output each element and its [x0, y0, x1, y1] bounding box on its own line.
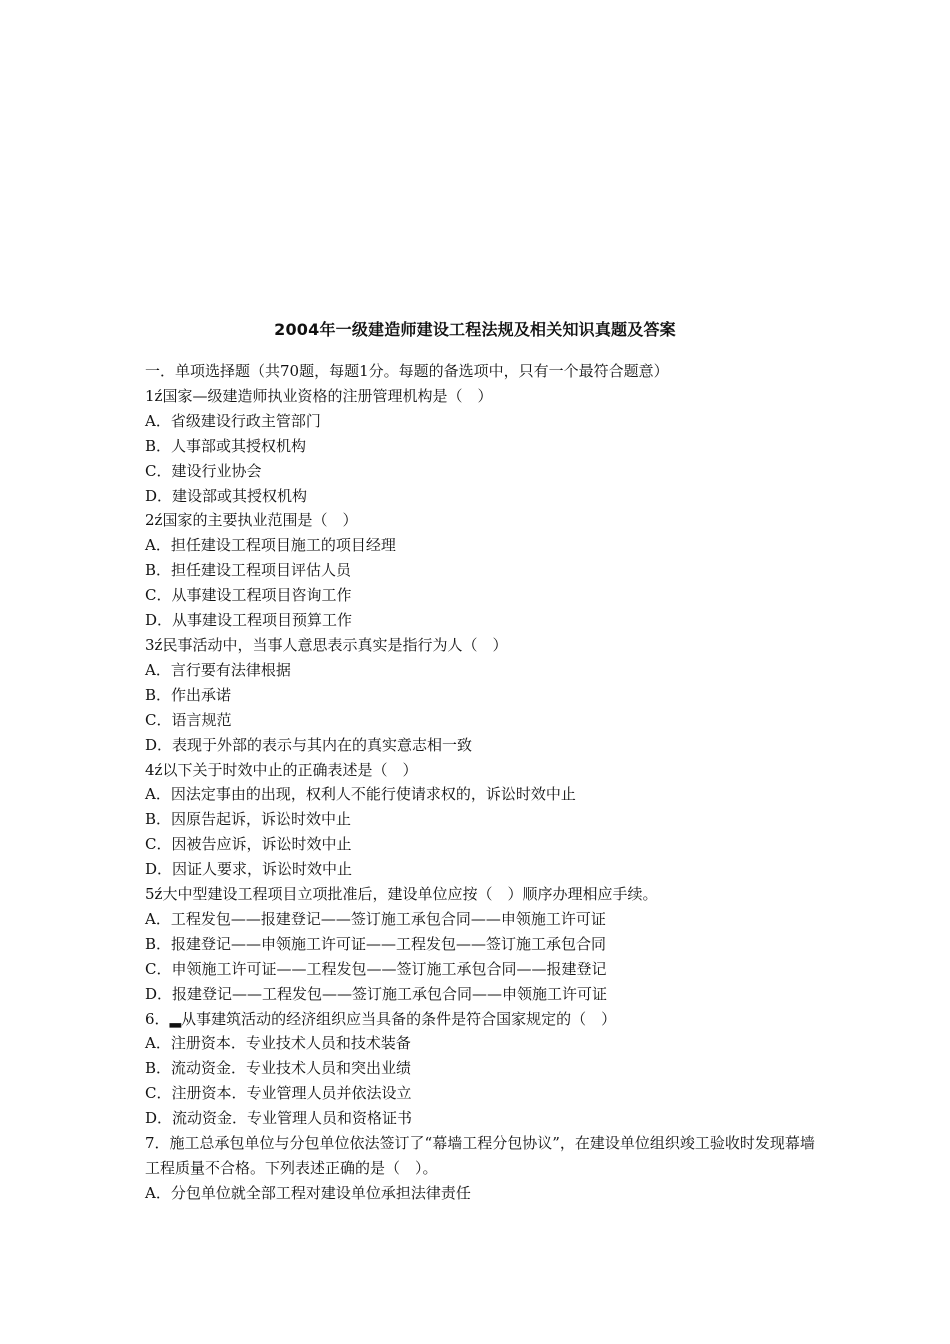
option-a: A．分包单位就全部工程对建设单位承担法律责任 [145, 1183, 471, 1202]
option-a: A．言行要有法律根据 [145, 660, 291, 679]
option-b: B．报建登记——申领施工许可证——工程发包——签订施工承包合同 [145, 934, 607, 953]
option-d: D．从事建设工程项目预算工作 [145, 611, 353, 630]
question-stem: 7．施工总承包单位与分包单位依法签订了“幕墙工程分包协议”，在建设单位组织竣工验收时发现幕墙工程质量不合格。下列表述正确的是（ ）。 [145, 1134, 815, 1177]
option-b: B．人事部或其授权机构 [145, 436, 307, 455]
option-c: C．申领施工许可证——工程发包——签订施工承包合同——报建登记 [145, 959, 607, 978]
option-d: D．流动资金．专业管理人员和资格证书 [145, 1109, 413, 1128]
question-2 [145, 508, 825, 633]
option-a: A．担任建设工程项目施工的项目经理 [145, 536, 396, 555]
question-stem: 3ź民事活动中，当事人意思表示真实是指行为人（ ） [145, 635, 508, 654]
option-d: D．表现于外部的表示与其内在的真实意志相一致 [145, 735, 473, 754]
option-d: D．报建登记——工程发包——签订施工承包合同——申领施工许可证 [145, 984, 608, 1003]
option-c: C．从事建设工程项目咨询工作 [145, 586, 352, 605]
question-6 [145, 1007, 825, 1132]
question-3 [145, 633, 825, 758]
option-c: C．因被告应诉，诉讼时效中止 [145, 835, 352, 854]
option-a: A．注册资本．专业技术人员和技术装备 [145, 1034, 411, 1053]
question-stem: 2ź国家的主要执业范围是（ ） [145, 511, 358, 530]
option-c: C．建设行业协会 [145, 461, 262, 480]
question-5 [145, 882, 825, 1007]
option-c: C．注册资本．专业管理人员并依法设立 [145, 1084, 412, 1103]
document-title: 2004年一级建造师建设工程法规及相关知识真题及答案 [274, 320, 676, 339]
question-stem: 1ź国家—级建造师执业资格的注册管理机构是（ ） [145, 386, 493, 405]
question-1 [145, 384, 825, 509]
option-a: A．省级建设行政主管部门 [145, 411, 321, 430]
question-stem: 5ź大中型建设工程项目立项批准后，建设单位应按（ ）顺序办理相应手续。 [145, 885, 658, 904]
option-a: A．工程发包——报建登记——签订施工承包合同——申领施工许可证 [145, 909, 606, 928]
option-d: D．建设部或其授权机构 [145, 486, 308, 505]
question-stem: 4ź以下关于时效中止的正确表述是（ ） [145, 760, 418, 779]
option-b: B．流动资金．专业技术人员和突出业绩 [145, 1059, 412, 1078]
option-b: B．因原告起诉，诉讼时效中止 [145, 810, 352, 829]
section-heading: 一．单项选择题（共70题，每题1分。每题的备选项中，只有一个最符合题意） [145, 362, 669, 380]
option-b: B．作出承诺 [145, 685, 232, 704]
option-d: D．因证人要求，诉讼时效中止 [145, 860, 353, 879]
option-c: C．语言规范 [145, 710, 232, 729]
question-7 [145, 1131, 825, 1206]
option-b: B．担任建设工程项目评估人员 [145, 561, 352, 580]
question-stem: 6．▂从事建筑活动的经济组织应当具备的条件是符合国家规定的（ ） [145, 1009, 617, 1028]
document-body [145, 359, 825, 1206]
option-a: A．因法定事由的出现，权利人不能行使请求权的，诉讼时效中止 [145, 785, 576, 804]
question-4 [145, 758, 825, 883]
